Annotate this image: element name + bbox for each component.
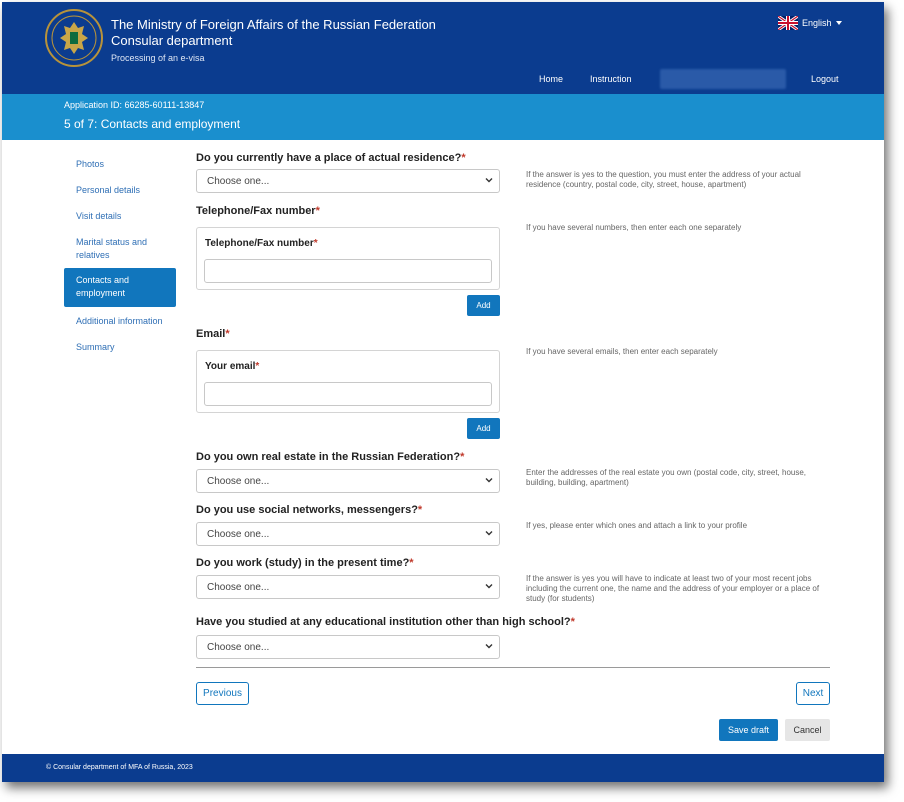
social-question bbox=[196, 504, 422, 516]
social-question-text: Do you use social networks, messengers? bbox=[196, 504, 418, 516]
sidebar-item-contacts-employment[interactable]: Contacts and employment bbox=[64, 268, 176, 307]
phone-section-text: Telephone/Fax number bbox=[196, 205, 316, 217]
processing-subtitle: Processing of an e-visa bbox=[111, 53, 205, 63]
phone-label-text: Telephone/Fax number bbox=[205, 238, 314, 249]
sidebar-item-summary[interactable]: Summary bbox=[76, 342, 115, 352]
sidebar-item-personal-details[interactable]: Personal details bbox=[76, 185, 141, 195]
nav-instruction[interactable]: Instruction bbox=[590, 74, 632, 84]
ministry-name: The Ministry of Foreign Affairs of the Russian Federation bbox=[111, 17, 436, 32]
required-marker: * bbox=[255, 361, 260, 372]
previous-button[interactable]: Previous bbox=[196, 682, 249, 705]
nav-home[interactable]: Home bbox=[539, 74, 564, 84]
chevron-down-icon bbox=[485, 582, 493, 590]
cancel-button[interactable]: Cancel bbox=[785, 719, 830, 741]
sidebar-item-visit-details[interactable]: Visit details bbox=[76, 211, 122, 221]
education-question-text: Have you studied at any educational institution other than high school? bbox=[196, 616, 571, 628]
caret-down-icon bbox=[836, 21, 842, 25]
ministry-title bbox=[111, 17, 436, 49]
residence-question bbox=[196, 152, 466, 164]
required-marker: * bbox=[225, 328, 230, 340]
real-estate-select[interactable] bbox=[196, 469, 500, 493]
real-estate-question-text: Do you own real estate in the Russian Federation? bbox=[196, 451, 461, 463]
add-phone-button[interactable]: Add bbox=[467, 295, 500, 316]
nav-logout[interactable]: Logout bbox=[811, 74, 839, 84]
required-marker: * bbox=[409, 557, 414, 569]
step-title: 5 of 7: Contacts and employment bbox=[64, 117, 241, 131]
phone-section-title bbox=[196, 205, 320, 217]
sidebar-item-marital-status[interactable]: Marital status and relatives bbox=[76, 237, 148, 260]
phone-input[interactable] bbox=[204, 259, 492, 283]
education-select-value: Choose one... bbox=[207, 642, 270, 653]
chevron-down-icon bbox=[485, 642, 493, 650]
chevron-down-icon bbox=[485, 176, 493, 184]
language-selector[interactable] bbox=[778, 16, 842, 30]
email-hint: If you have several emails, then enter each separately bbox=[526, 347, 718, 356]
work-question-text: Do you work (study) in the present time? bbox=[196, 557, 410, 569]
email-section-text: Email bbox=[196, 328, 226, 340]
required-marker: * bbox=[313, 238, 318, 249]
phone-label bbox=[205, 238, 318, 249]
email-section-title bbox=[196, 328, 230, 340]
email-input[interactable] bbox=[204, 382, 492, 406]
add-email-button[interactable]: Add bbox=[467, 418, 500, 439]
education-select[interactable] bbox=[196, 635, 500, 659]
chevron-down-icon bbox=[485, 529, 493, 537]
browser-page bbox=[2, 2, 884, 782]
user-account-redacted[interactable] bbox=[660, 69, 786, 89]
residence-question-text: Do you currently have a place of actual residence? bbox=[196, 152, 462, 164]
education-question bbox=[196, 616, 575, 628]
real-estate-hint: Enter the addresses of the real estate you own (postal code, city, street, house, building, building, apartment) bbox=[526, 468, 807, 487]
email-card bbox=[196, 350, 500, 413]
form-divider bbox=[196, 667, 830, 668]
email-label bbox=[205, 361, 259, 372]
phone-card bbox=[196, 227, 500, 290]
social-select[interactable] bbox=[196, 522, 500, 546]
application-id: Application ID: 66285-60111-13847 bbox=[64, 100, 205, 110]
required-marker: * bbox=[461, 152, 466, 164]
email-label-text: Your email bbox=[205, 361, 256, 372]
required-marker: * bbox=[315, 205, 320, 217]
language-label: English bbox=[802, 18, 832, 28]
save-draft-button[interactable]: Save draft bbox=[719, 719, 778, 741]
next-button[interactable]: Next bbox=[796, 682, 830, 705]
work-select-value: Choose one... bbox=[207, 582, 270, 593]
sidebar-item-photos[interactable]: Photos bbox=[76, 159, 105, 169]
sidebar-item-additional-information[interactable]: Additional information bbox=[76, 316, 163, 326]
residence-select-value: Choose one... bbox=[207, 176, 270, 187]
copyright-text: © Consular department of MFA of Russia, 2023 bbox=[46, 764, 193, 771]
work-hint: If the answer is yes you will have to indicate at least two of your most recent jobs including the current one, the name and the address of your employer or a place of study (for students) bbox=[526, 574, 820, 603]
social-hint: If yes, please enter which ones and attach a link to your profile bbox=[526, 521, 748, 530]
required-marker: * bbox=[460, 451, 465, 463]
work-select[interactable] bbox=[196, 575, 500, 599]
work-question bbox=[196, 557, 414, 569]
real-estate-select-value: Choose one... bbox=[207, 476, 270, 487]
department-name: Consular department bbox=[111, 33, 233, 48]
required-marker: * bbox=[417, 504, 423, 516]
residence-hint: If the answer is yes to the question, you must enter the address of your actual residence (country, postal code, city, street, house, apartment) bbox=[526, 170, 801, 189]
ministry-emblem-icon bbox=[44, 8, 104, 68]
required-marker: * bbox=[570, 616, 575, 628]
phone-hint: If you have several numbers, then enter each one separately bbox=[526, 223, 742, 232]
social-select-value: Choose one... bbox=[207, 529, 270, 540]
chevron-down-icon bbox=[485, 476, 493, 484]
real-estate-question bbox=[196, 451, 464, 463]
residence-select[interactable] bbox=[196, 169, 500, 193]
uk-flag-icon bbox=[778, 16, 798, 30]
